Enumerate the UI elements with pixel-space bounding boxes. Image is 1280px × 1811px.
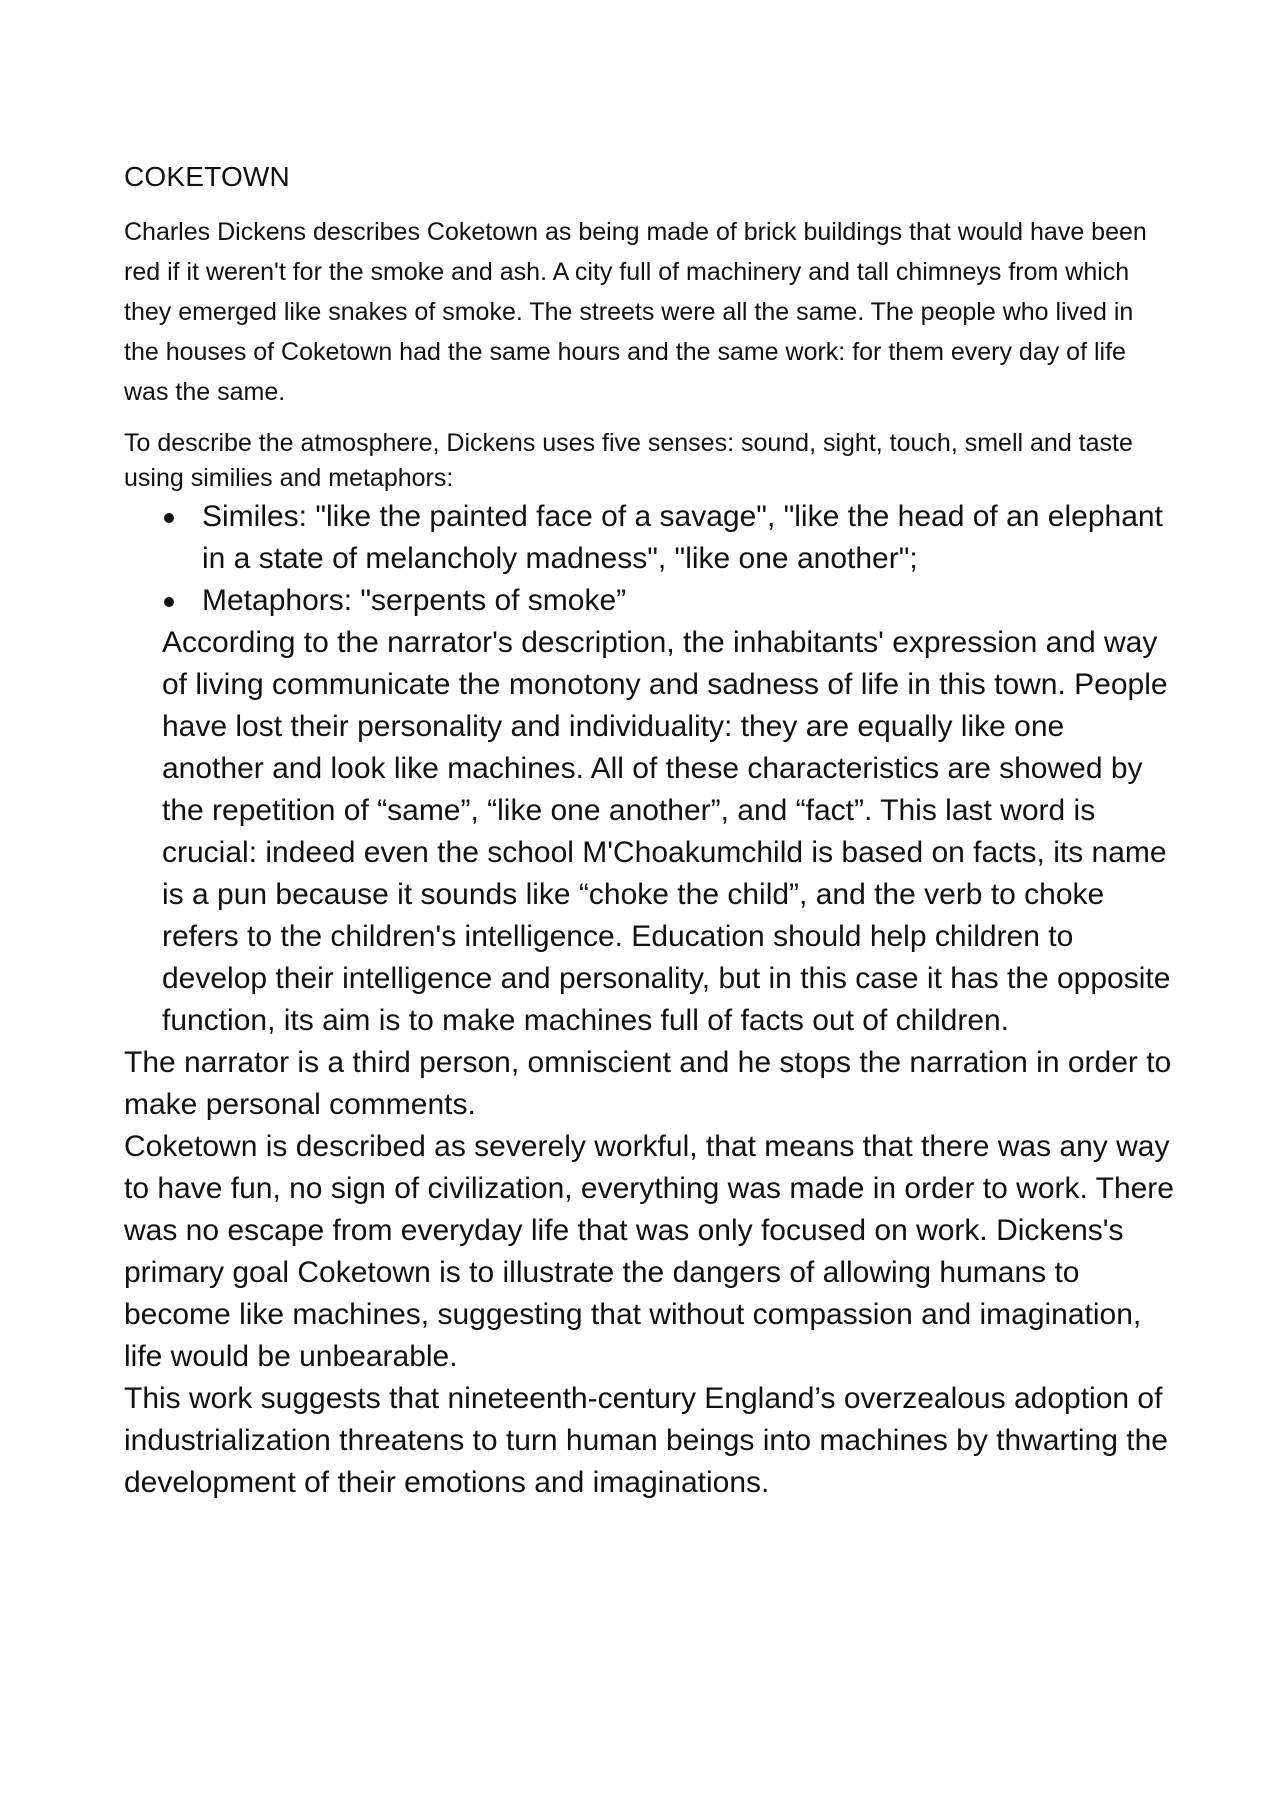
bullet-icon bbox=[164, 597, 174, 607]
document-page bbox=[124, 160, 1174, 1504]
paragraph-inhabitants: According to the narrator's description, the inhabitants' expression and way of living communicate the monotony and sadness of life in this town. People have lost their personality and individuality: they are equally like one another and look like machines. All of these characteristics are showed by the repetition of “same”, “like one another”, and “fact”. This last word is crucial: indeed even the school M'Choakumchild is based on facts, its name is a pun because it sounds like “choke the child”, and the verb to choke refers to the children's intelligence. Education should help children to develop their intelligence and personality, but in this case it has the opposite function, its aim is to make machines full of facts out of children. bbox=[162, 626, 1171, 1037]
paragraph-description: Charles Dickens describes Coketown as being made of brick buildings that would have been red if it weren't for the smoke and ash. A city full of machinery and tall chimneys from which they emerged like snakes of smoke. The streets were all the same. The people who lived in the houses of Coketown had the same hours and the same work: for them every day of life was the same. bbox=[124, 218, 1147, 406]
list-item-text: Metaphors: "serpents of smoke” bbox=[202, 584, 627, 617]
document-title: COKETOWN bbox=[124, 161, 290, 192]
list-item-text: Similes: "like the painted face of a savage", "like the head of an elephant in a state of melancholy madness", "like one another"; bbox=[202, 500, 1163, 575]
paragraph-senses-intro: To describe the atmosphere, Dickens uses five senses: sound, sight, touch, smell and taste using similies and metaphors: bbox=[124, 429, 1133, 492]
list-item-similes bbox=[162, 496, 1174, 580]
paragraph-workful: Coketown is described as severely workful, that means that there was any way to have fun, no sign of civilization, everything was made in order to work. There was no escape from everyday life that was only focused on work. Dickens's primary goal Coketown is to illustrate the dangers of allowing humans to become like machines, suggesting that without compassion and imagination, life would be unbearable. bbox=[124, 1130, 1174, 1373]
bullet-icon bbox=[164, 513, 174, 523]
paragraph-narrator: The narrator is a third person, omniscient and he stops the narration in order to make personal comments. bbox=[124, 1046, 1172, 1121]
figures-of-speech-list bbox=[124, 496, 1174, 622]
list-item-metaphors bbox=[162, 580, 1174, 622]
paragraph-conclusion: This work suggests that nineteenth-century England’s overzealous adoption of industrialization threatens to turn human beings into machines by thwarting the development of their emotions and imaginations. bbox=[124, 1382, 1168, 1499]
